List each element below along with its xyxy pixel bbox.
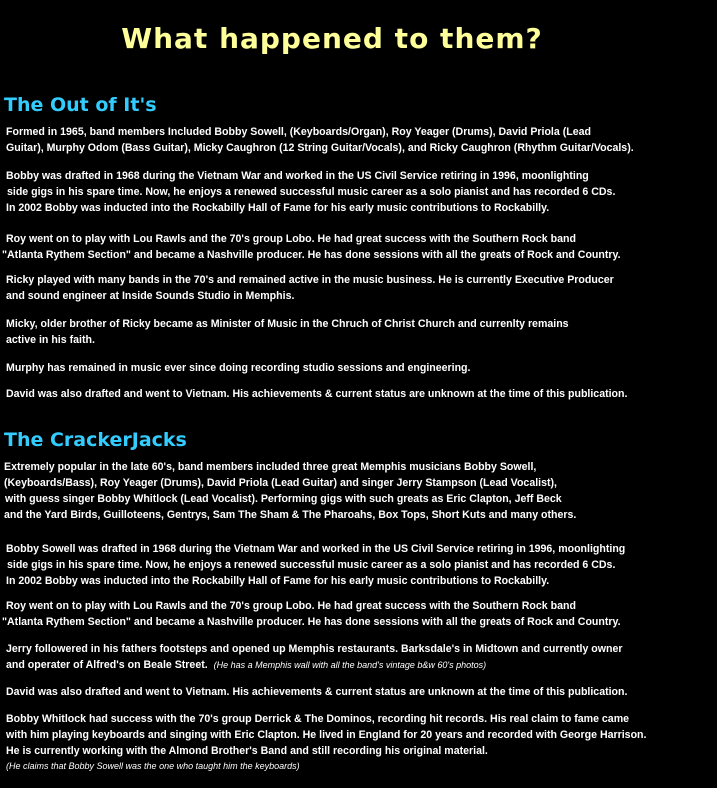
text-line: (He claims that Bobby Sowell was the one who taught him the keyboards) <box>6 761 300 771</box>
text-line: Bobby Sowell was drafted in 1968 during the Vietnam War and worked in the US Civil Service retiring in 1996, moonlighting <box>6 543 626 555</box>
paragraph-bobby <box>6 168 615 216</box>
paragraph-bobby-sowell <box>6 541 625 589</box>
paragraph-murphy <box>6 360 470 376</box>
text-line: (Keyboards/Bass), Roy Yeager (Drums), David Priola (Lead Guitar) and singer Jerry Stampson (Lead Vocalist), <box>4 477 557 489</box>
text-line: Formed in 1965, band members Included Bobby Sowell, (Keyboards/Organ), Roy Yeager (Drums), David Priola (Lead <box>6 126 591 138</box>
paragraph-roy-2 <box>2 598 621 630</box>
text-line: David was also drafted and went to Vietnam. His achievements & current status are unknown at the time of this publication. <box>6 388 628 400</box>
text-line: David was also drafted and went to Vietnam. His achievements & current status are unknown at the time of this publication. <box>6 686 628 698</box>
paragraph-ricky <box>6 272 614 304</box>
text-line <box>6 657 623 673</box>
jerry-note: (He has a Memphis wall with all the band's vintage b&w 60's photos) <box>213 660 487 670</box>
text-line: Jerry followered in his fathers footsteps and opened up Memphis restaurants. Barksdale's in Midtown and currently owner <box>6 643 623 655</box>
text-line: and the Yard Birds, Guilloteens, Gentrys, Sam The Sham & The Pharoahs, Box Tops, Short Kuts and many others. <box>4 509 577 521</box>
text-line: In 2002 Bobby was inducted into the Rockabilly Hall of Fame for his early music contributions to Rockabilly. <box>6 575 550 587</box>
text-line: He is currently working with the Almond Brother's Band and still recording his original material. <box>6 745 488 757</box>
text-line: Ricky played with many bands in the 70's and remained active in the music business. He is currently Executive Producer <box>6 274 614 286</box>
text-line: and sound engineer at Inside Sounds Studio in Memphis. <box>6 290 295 302</box>
text-line: Micky, older brother of Ricky became as Minister of Music in the Chruch of Christ Church and currenlty remains <box>6 318 569 330</box>
paragraph-david <box>6 386 627 402</box>
page-title: What happened to them? <box>121 22 543 55</box>
text-line: "Atlanta Rythem Section" and became a Nashville producer. He has done sessions with all the greats of Rock and Country. <box>2 249 621 261</box>
text-segment: and operater of Alfred's on Beale Street. <box>6 659 208 671</box>
paragraph-whitlock-note <box>6 758 300 774</box>
paragraph-jerry <box>6 641 623 673</box>
text-line: Extremely popular in the late 60's, band members included three great Memphis musicians Bobby Sowell, <box>4 461 537 473</box>
text-line: active in his faith. <box>6 334 95 346</box>
paragraph-bobby-whitlock <box>6 711 646 759</box>
text-line: with him playing keyboards and singing with Eric Clapton. He lived in England for 20 years and recorded with George Harrison. <box>6 729 647 741</box>
paragraph-formation <box>6 124 634 156</box>
paragraph-david-2 <box>6 684 627 700</box>
paragraph-micky <box>6 316 569 348</box>
section-heading-crackerjacks: The CrackerJacks <box>4 429 187 451</box>
text-line: side gigs in his spare time. Now, he enjoys a renewed successful music career as a solo pianist and has recorded 6 CDs. <box>7 186 616 198</box>
text-line: "Atlanta Rythem Section" and became a Nashville producer. He has done sessions with all the greats of Rock and Country. <box>2 616 621 628</box>
text-line: Roy went on to play with Lou Rawls and the 70's group Lobo. He had great success with the Southern Rock band <box>6 233 576 245</box>
text-line: Guitar), Murphy Odom (Bass Guitar), Micky Caughron (12 String Guitar/Vocals), and Ricky Caughron (Rhythm Guitar/Vocals). <box>6 142 634 154</box>
text-line: Murphy has remained in music ever since doing recording studio sessions and engineering. <box>6 362 471 374</box>
paragraph-roy <box>2 231 621 263</box>
text-line: In 2002 Bobby was inducted into the Rockabilly Hall of Fame for his early music contributions to Rockabilly. <box>6 202 550 214</box>
paragraph-crackerjacks-intro <box>4 459 576 523</box>
text-line: with guess singer Bobby Whitlock (Lead Vocalist). Performing gigs with such greats as Eric Clapton, Jeff Beck <box>5 493 562 505</box>
text-line: Bobby was drafted in 1968 during the Vietnam War and worked in the US Civil Service retiring in 1996, moonlighting <box>6 170 589 182</box>
section-heading-out-of-its: The Out of It's <box>4 94 157 116</box>
text-line: side gigs in his spare time. Now, he enjoys a renewed successful music career as a solo pianist and has recorded 6 CDs. <box>7 559 616 571</box>
text-line: Bobby Whitlock had success with the 70's group Derrick & The Dominos, recording hit records. His real claim to fame came <box>6 713 630 725</box>
text-line: Roy went on to play with Lou Rawls and the 70's group Lobo. He had great success with the Southern Rock band <box>6 600 576 612</box>
